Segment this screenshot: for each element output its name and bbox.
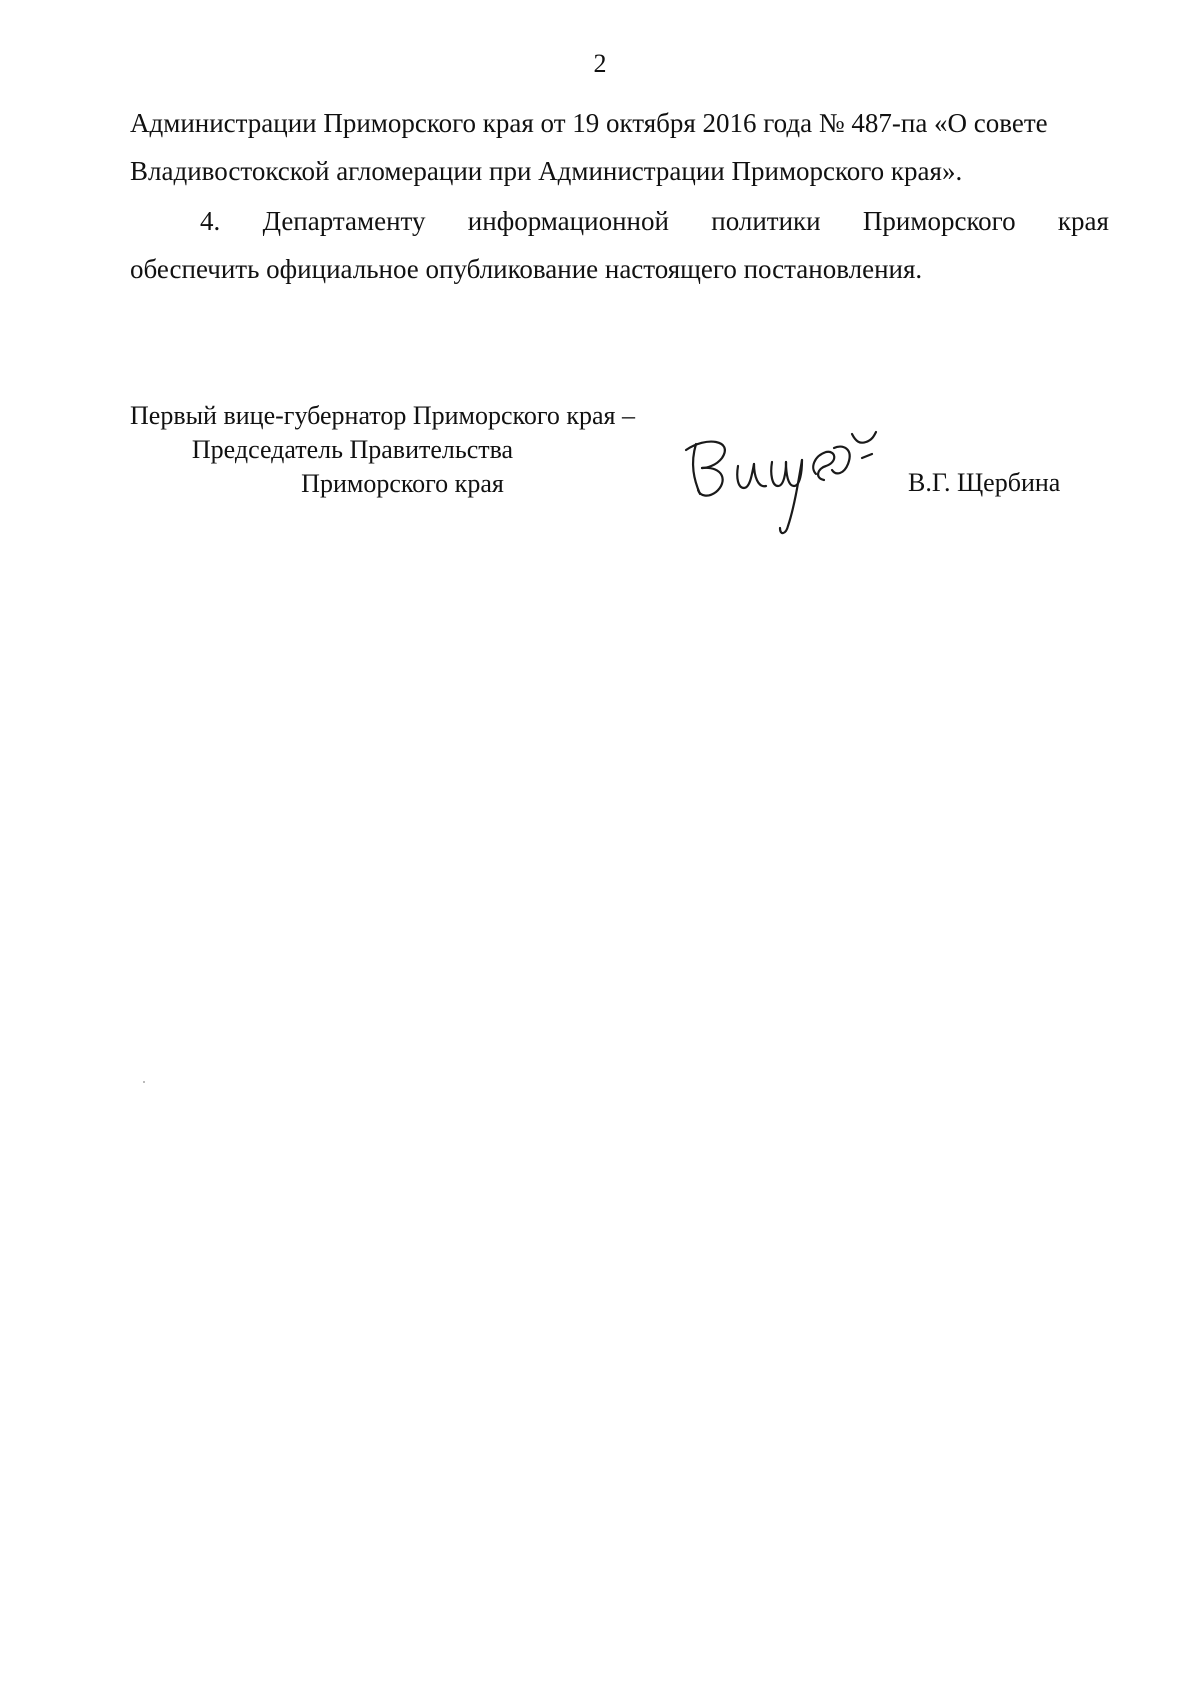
- signatory-position-line-1: Первый вице-губернатор Приморского края –: [130, 401, 635, 430]
- paragraph-line-1: Администрации Приморского края от 19 октября 2016 года № 487-па «О совете: [130, 108, 1048, 138]
- paragraph-item-4-first-line: [200, 204, 1109, 238]
- paragraph-line-4: обеспечить официальное опубликование настоящего постановления.: [130, 254, 923, 284]
- signatory-position-line-3: Приморского края: [301, 469, 504, 498]
- word: края: [1057, 206, 1109, 236]
- signatory-position-line-2: Председатель Правительства: [191, 435, 514, 464]
- paragraph-line-2: Владивостокской агломерации при Администрации Приморского края».: [130, 156, 963, 186]
- word: Приморского: [862, 206, 1016, 236]
- signer-name: В.Г. Щербина: [908, 468, 1061, 497]
- handwritten-signature: [676, 430, 916, 542]
- word: политики: [711, 206, 821, 236]
- item-number: 4.: [200, 206, 221, 236]
- word: информационной: [467, 206, 669, 236]
- scan-speck: [143, 1081, 145, 1083]
- word: Департаменту: [262, 206, 426, 236]
- page-number: 2: [593, 49, 607, 78]
